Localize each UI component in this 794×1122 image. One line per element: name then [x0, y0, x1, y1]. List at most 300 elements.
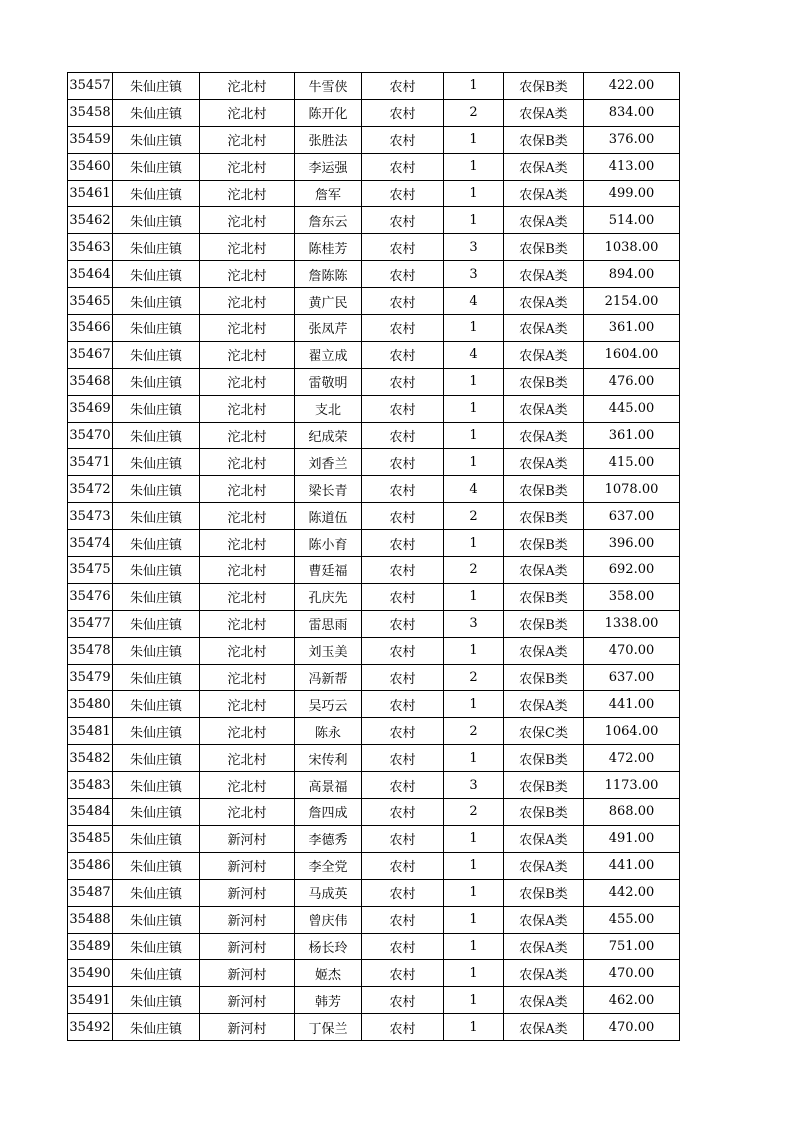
table-row — [68, 879, 680, 906]
category-cell: 农保B类 — [504, 476, 584, 503]
village-cell: 沱北村 — [200, 73, 295, 100]
amount-cell: 462.00 — [584, 987, 680, 1014]
member-count-cell: 1 — [444, 449, 504, 476]
member-count-cell: 2 — [444, 664, 504, 691]
member-count-cell: 2 — [444, 718, 504, 745]
town-cell: 朱仙庄镇 — [113, 180, 200, 207]
amount-cell: 1173.00 — [584, 772, 680, 799]
record-id-cell: 35472 — [68, 476, 113, 503]
member-count-cell: 1 — [444, 126, 504, 153]
town-cell: 朱仙庄镇 — [113, 799, 200, 826]
name-cell: 张胜法 — [295, 126, 362, 153]
member-count-cell: 1 — [444, 368, 504, 395]
amount-cell: 476.00 — [584, 368, 680, 395]
household-type-cell: 农村 — [362, 664, 444, 691]
table-row — [68, 153, 680, 180]
category-cell: 农保A类 — [504, 852, 584, 879]
member-count-cell: 1 — [444, 637, 504, 664]
village-cell: 沱北村 — [200, 476, 295, 503]
table-row — [68, 395, 680, 422]
household-type-cell: 农村 — [362, 960, 444, 987]
record-id-cell: 35485 — [68, 825, 113, 852]
town-cell: 朱仙庄镇 — [113, 987, 200, 1014]
amount-cell: 1604.00 — [584, 341, 680, 368]
member-count-cell: 1 — [444, 745, 504, 772]
household-type-cell: 农村 — [362, 557, 444, 584]
town-cell: 朱仙庄镇 — [113, 261, 200, 288]
member-count-cell: 1 — [444, 530, 504, 557]
town-cell: 朱仙庄镇 — [113, 449, 200, 476]
member-count-cell: 1 — [444, 207, 504, 234]
roster-table — [67, 72, 680, 1041]
name-cell: 支北 — [295, 395, 362, 422]
record-id-cell: 35457 — [68, 73, 113, 100]
name-cell: 李运强 — [295, 153, 362, 180]
member-count-cell: 1 — [444, 73, 504, 100]
category-cell: 农保A类 — [504, 960, 584, 987]
record-id-cell: 35473 — [68, 503, 113, 530]
name-cell: 牛雪侠 — [295, 73, 362, 100]
category-cell: 农保A类 — [504, 180, 584, 207]
record-id-cell: 35479 — [68, 664, 113, 691]
record-id-cell: 35462 — [68, 207, 113, 234]
amount-cell: 499.00 — [584, 180, 680, 207]
amount-cell: 637.00 — [584, 664, 680, 691]
category-cell: 农保A类 — [504, 99, 584, 126]
table-row — [68, 637, 680, 664]
category-cell: 农保C类 — [504, 718, 584, 745]
member-count-cell: 1 — [444, 906, 504, 933]
name-cell: 刘香兰 — [295, 449, 362, 476]
household-type-cell: 农村 — [362, 583, 444, 610]
town-cell: 朱仙庄镇 — [113, 664, 200, 691]
village-cell: 沱北村 — [200, 180, 295, 207]
household-type-cell: 农村 — [362, 476, 444, 503]
table-row — [68, 610, 680, 637]
category-cell: 农保A类 — [504, 987, 584, 1014]
town-cell: 朱仙庄镇 — [113, 422, 200, 449]
village-cell: 沱北村 — [200, 718, 295, 745]
village-cell: 新河村 — [200, 960, 295, 987]
amount-cell: 692.00 — [584, 557, 680, 584]
village-cell: 沱北村 — [200, 503, 295, 530]
member-count-cell: 2 — [444, 99, 504, 126]
record-id-cell: 35475 — [68, 557, 113, 584]
household-type-cell: 农村 — [362, 637, 444, 664]
table-row — [68, 745, 680, 772]
name-cell: 詹东云 — [295, 207, 362, 234]
amount-cell: 514.00 — [584, 207, 680, 234]
name-cell: 陈桂芳 — [295, 234, 362, 261]
amount-cell: 358.00 — [584, 583, 680, 610]
category-cell: 农保A类 — [504, 207, 584, 234]
record-id-cell: 35492 — [68, 1014, 113, 1041]
record-id-cell: 35470 — [68, 422, 113, 449]
table-row — [68, 207, 680, 234]
name-cell: 宋传利 — [295, 745, 362, 772]
village-cell: 沱北村 — [200, 288, 295, 315]
record-id-cell: 35463 — [68, 234, 113, 261]
town-cell: 朱仙庄镇 — [113, 583, 200, 610]
amount-cell: 834.00 — [584, 99, 680, 126]
member-count-cell: 1 — [444, 960, 504, 987]
name-cell: 梁长青 — [295, 476, 362, 503]
town-cell: 朱仙庄镇 — [113, 503, 200, 530]
record-id-cell: 35490 — [68, 960, 113, 987]
household-type-cell: 农村 — [362, 610, 444, 637]
category-cell: 农保B类 — [504, 772, 584, 799]
amount-cell: 894.00 — [584, 261, 680, 288]
household-type-cell: 农村 — [362, 799, 444, 826]
town-cell: 朱仙庄镇 — [113, 825, 200, 852]
household-type-cell: 农村 — [362, 315, 444, 342]
name-cell: 黄广民 — [295, 288, 362, 315]
category-cell: 农保B类 — [504, 368, 584, 395]
category-cell: 农保A类 — [504, 422, 584, 449]
town-cell: 朱仙庄镇 — [113, 691, 200, 718]
table-row — [68, 583, 680, 610]
village-cell: 沱北村 — [200, 637, 295, 664]
village-cell: 沱北村 — [200, 99, 295, 126]
category-cell: 农保A类 — [504, 395, 584, 422]
table-row — [68, 664, 680, 691]
village-cell: 新河村 — [200, 852, 295, 879]
village-cell: 沱北村 — [200, 207, 295, 234]
name-cell: 李德秀 — [295, 825, 362, 852]
name-cell: 陈小育 — [295, 530, 362, 557]
table-row — [68, 288, 680, 315]
town-cell: 朱仙庄镇 — [113, 395, 200, 422]
town-cell: 朱仙庄镇 — [113, 207, 200, 234]
table-row — [68, 422, 680, 449]
name-cell: 丁保兰 — [295, 1014, 362, 1041]
town-cell: 朱仙庄镇 — [113, 234, 200, 261]
table-row — [68, 234, 680, 261]
category-cell: 农保B类 — [504, 530, 584, 557]
table-row — [68, 476, 680, 503]
village-cell: 沱北村 — [200, 772, 295, 799]
member-count-cell: 4 — [444, 341, 504, 368]
category-cell: 农保A类 — [504, 341, 584, 368]
record-id-cell: 35477 — [68, 610, 113, 637]
category-cell: 农保B类 — [504, 610, 584, 637]
table-row — [68, 772, 680, 799]
record-id-cell: 35467 — [68, 341, 113, 368]
record-id-cell: 35484 — [68, 799, 113, 826]
record-id-cell: 35489 — [68, 933, 113, 960]
name-cell: 高景福 — [295, 772, 362, 799]
village-cell: 沱北村 — [200, 315, 295, 342]
name-cell: 陈道伍 — [295, 503, 362, 530]
record-id-cell: 35488 — [68, 906, 113, 933]
household-type-cell: 农村 — [362, 745, 444, 772]
table-row — [68, 960, 680, 987]
record-id-cell: 35464 — [68, 261, 113, 288]
household-type-cell: 农村 — [362, 503, 444, 530]
roster-body — [68, 73, 680, 1041]
town-cell: 朱仙庄镇 — [113, 315, 200, 342]
record-id-cell: 35465 — [68, 288, 113, 315]
table-row — [68, 261, 680, 288]
village-cell: 沱北村 — [200, 261, 295, 288]
category-cell: 农保A类 — [504, 449, 584, 476]
name-cell: 曹廷福 — [295, 557, 362, 584]
name-cell: 詹军 — [295, 180, 362, 207]
amount-cell: 1064.00 — [584, 718, 680, 745]
amount-cell: 413.00 — [584, 153, 680, 180]
member-count-cell: 1 — [444, 180, 504, 207]
town-cell: 朱仙庄镇 — [113, 852, 200, 879]
village-cell: 新河村 — [200, 933, 295, 960]
name-cell: 曾庆伟 — [295, 906, 362, 933]
household-type-cell: 农村 — [362, 879, 444, 906]
category-cell: 农保A类 — [504, 557, 584, 584]
village-cell: 新河村 — [200, 906, 295, 933]
table-row — [68, 341, 680, 368]
village-cell: 沱北村 — [200, 557, 295, 584]
name-cell: 李全党 — [295, 852, 362, 879]
name-cell: 张凤芹 — [295, 315, 362, 342]
member-count-cell: 3 — [444, 261, 504, 288]
category-cell: 农保B类 — [504, 879, 584, 906]
household-type-cell: 农村 — [362, 261, 444, 288]
category-cell: 农保A类 — [504, 691, 584, 718]
household-type-cell: 农村 — [362, 207, 444, 234]
name-cell: 杨长玲 — [295, 933, 362, 960]
village-cell: 新河村 — [200, 1014, 295, 1041]
amount-cell: 445.00 — [584, 395, 680, 422]
village-cell: 新河村 — [200, 825, 295, 852]
name-cell: 陈开化 — [295, 99, 362, 126]
table-row — [68, 906, 680, 933]
town-cell: 朱仙庄镇 — [113, 879, 200, 906]
name-cell: 冯新帮 — [295, 664, 362, 691]
member-count-cell: 1 — [444, 879, 504, 906]
member-count-cell: 1 — [444, 987, 504, 1014]
table-row — [68, 933, 680, 960]
household-type-cell: 农村 — [362, 933, 444, 960]
record-id-cell: 35478 — [68, 637, 113, 664]
amount-cell: 472.00 — [584, 745, 680, 772]
village-cell: 新河村 — [200, 987, 295, 1014]
village-cell: 沱北村 — [200, 422, 295, 449]
town-cell: 朱仙庄镇 — [113, 341, 200, 368]
village-cell: 沱北村 — [200, 341, 295, 368]
town-cell: 朱仙庄镇 — [113, 153, 200, 180]
category-cell: 农保B类 — [504, 503, 584, 530]
category-cell: 农保A类 — [504, 288, 584, 315]
category-cell: 农保B类 — [504, 126, 584, 153]
member-count-cell: 1 — [444, 395, 504, 422]
record-id-cell: 35468 — [68, 368, 113, 395]
record-id-cell: 35491 — [68, 987, 113, 1014]
category-cell: 农保B类 — [504, 583, 584, 610]
member-count-cell: 4 — [444, 288, 504, 315]
table-row — [68, 852, 680, 879]
category-cell: 农保B类 — [504, 234, 584, 261]
amount-cell: 422.00 — [584, 73, 680, 100]
table-row — [68, 799, 680, 826]
member-count-cell: 1 — [444, 422, 504, 449]
village-cell: 沱北村 — [200, 449, 295, 476]
name-cell: 纪成荣 — [295, 422, 362, 449]
table-row — [68, 530, 680, 557]
member-count-cell: 1 — [444, 1014, 504, 1041]
member-count-cell: 1 — [444, 933, 504, 960]
member-count-cell: 4 — [444, 476, 504, 503]
amount-cell: 441.00 — [584, 691, 680, 718]
town-cell: 朱仙庄镇 — [113, 530, 200, 557]
household-type-cell: 农村 — [362, 341, 444, 368]
table-row — [68, 73, 680, 100]
town-cell: 朱仙庄镇 — [113, 772, 200, 799]
table-row — [68, 180, 680, 207]
name-cell: 韩芳 — [295, 987, 362, 1014]
member-count-cell: 1 — [444, 153, 504, 180]
name-cell: 姬杰 — [295, 960, 362, 987]
category-cell: 农保B类 — [504, 745, 584, 772]
household-type-cell: 农村 — [362, 126, 444, 153]
household-type-cell: 农村 — [362, 1014, 444, 1041]
amount-cell: 361.00 — [584, 315, 680, 342]
member-count-cell: 1 — [444, 852, 504, 879]
village-cell: 沱北村 — [200, 368, 295, 395]
category-cell: 农保A类 — [504, 261, 584, 288]
name-cell: 刘玉美 — [295, 637, 362, 664]
amount-cell: 1038.00 — [584, 234, 680, 261]
category-cell: 农保A类 — [504, 637, 584, 664]
amount-cell: 470.00 — [584, 1014, 680, 1041]
amount-cell: 396.00 — [584, 530, 680, 557]
amount-cell: 470.00 — [584, 637, 680, 664]
record-id-cell: 35483 — [68, 772, 113, 799]
town-cell: 朱仙庄镇 — [113, 610, 200, 637]
table-row — [68, 449, 680, 476]
household-type-cell: 农村 — [362, 288, 444, 315]
amount-cell: 868.00 — [584, 799, 680, 826]
category-cell: 农保A类 — [504, 1014, 584, 1041]
town-cell: 朱仙庄镇 — [113, 718, 200, 745]
category-cell: 农保A类 — [504, 153, 584, 180]
record-id-cell: 35486 — [68, 852, 113, 879]
member-count-cell: 1 — [444, 315, 504, 342]
table-row — [68, 691, 680, 718]
village-cell: 沱北村 — [200, 745, 295, 772]
amount-cell: 1338.00 — [584, 610, 680, 637]
household-type-cell: 农村 — [362, 906, 444, 933]
household-type-cell: 农村 — [362, 852, 444, 879]
town-cell: 朱仙庄镇 — [113, 368, 200, 395]
household-type-cell: 农村 — [362, 449, 444, 476]
name-cell: 吴巧云 — [295, 691, 362, 718]
member-count-cell: 1 — [444, 583, 504, 610]
record-id-cell: 35460 — [68, 153, 113, 180]
record-id-cell: 35481 — [68, 718, 113, 745]
town-cell: 朱仙庄镇 — [113, 745, 200, 772]
record-id-cell: 35487 — [68, 879, 113, 906]
member-count-cell: 3 — [444, 234, 504, 261]
record-id-cell: 35458 — [68, 99, 113, 126]
household-type-cell: 农村 — [362, 99, 444, 126]
record-id-cell: 35461 — [68, 180, 113, 207]
category-cell: 农保B类 — [504, 799, 584, 826]
member-count-cell: 2 — [444, 799, 504, 826]
table-row — [68, 368, 680, 395]
household-type-cell: 农村 — [362, 395, 444, 422]
name-cell: 马成英 — [295, 879, 362, 906]
table-row — [68, 503, 680, 530]
household-type-cell: 农村 — [362, 153, 444, 180]
member-count-cell: 3 — [444, 610, 504, 637]
town-cell: 朱仙庄镇 — [113, 637, 200, 664]
table-row — [68, 557, 680, 584]
town-cell: 朱仙庄镇 — [113, 288, 200, 315]
amount-cell: 470.00 — [584, 960, 680, 987]
town-cell: 朱仙庄镇 — [113, 906, 200, 933]
name-cell: 詹四成 — [295, 799, 362, 826]
household-type-cell: 农村 — [362, 987, 444, 1014]
town-cell: 朱仙庄镇 — [113, 99, 200, 126]
town-cell: 朱仙庄镇 — [113, 476, 200, 503]
table-row — [68, 1014, 680, 1041]
record-id-cell: 35476 — [68, 583, 113, 610]
table-row — [68, 99, 680, 126]
record-id-cell: 35480 — [68, 691, 113, 718]
record-id-cell: 35471 — [68, 449, 113, 476]
member-count-cell: 2 — [444, 557, 504, 584]
name-cell: 孔庆先 — [295, 583, 362, 610]
record-id-cell: 35466 — [68, 315, 113, 342]
household-type-cell: 农村 — [362, 772, 444, 799]
name-cell: 翟立成 — [295, 341, 362, 368]
name-cell: 詹陈陈 — [295, 261, 362, 288]
record-id-cell: 35469 — [68, 395, 113, 422]
village-cell: 沱北村 — [200, 583, 295, 610]
name-cell: 雷思雨 — [295, 610, 362, 637]
village-cell: 沱北村 — [200, 610, 295, 637]
table-row — [68, 315, 680, 342]
category-cell: 农保B类 — [504, 73, 584, 100]
table-row — [68, 987, 680, 1014]
household-type-cell: 农村 — [362, 530, 444, 557]
member-count-cell: 3 — [444, 772, 504, 799]
category-cell: 农保A类 — [504, 315, 584, 342]
record-id-cell: 35474 — [68, 530, 113, 557]
village-cell: 沱北村 — [200, 799, 295, 826]
village-cell: 沱北村 — [200, 395, 295, 422]
table-row — [68, 126, 680, 153]
amount-cell: 637.00 — [584, 503, 680, 530]
amount-cell: 1078.00 — [584, 476, 680, 503]
village-cell: 沱北村 — [200, 126, 295, 153]
household-type-cell: 农村 — [362, 718, 444, 745]
member-count-cell: 2 — [444, 503, 504, 530]
amount-cell: 441.00 — [584, 852, 680, 879]
town-cell: 朱仙庄镇 — [113, 960, 200, 987]
amount-cell: 442.00 — [584, 879, 680, 906]
amount-cell: 455.00 — [584, 906, 680, 933]
amount-cell: 751.00 — [584, 933, 680, 960]
member-count-cell: 1 — [444, 825, 504, 852]
category-cell: 农保A类 — [504, 906, 584, 933]
table-row — [68, 825, 680, 852]
amount-cell: 415.00 — [584, 449, 680, 476]
village-cell: 新河村 — [200, 879, 295, 906]
town-cell: 朱仙庄镇 — [113, 126, 200, 153]
town-cell: 朱仙庄镇 — [113, 933, 200, 960]
category-cell: 农保A类 — [504, 825, 584, 852]
amount-cell: 376.00 — [584, 126, 680, 153]
